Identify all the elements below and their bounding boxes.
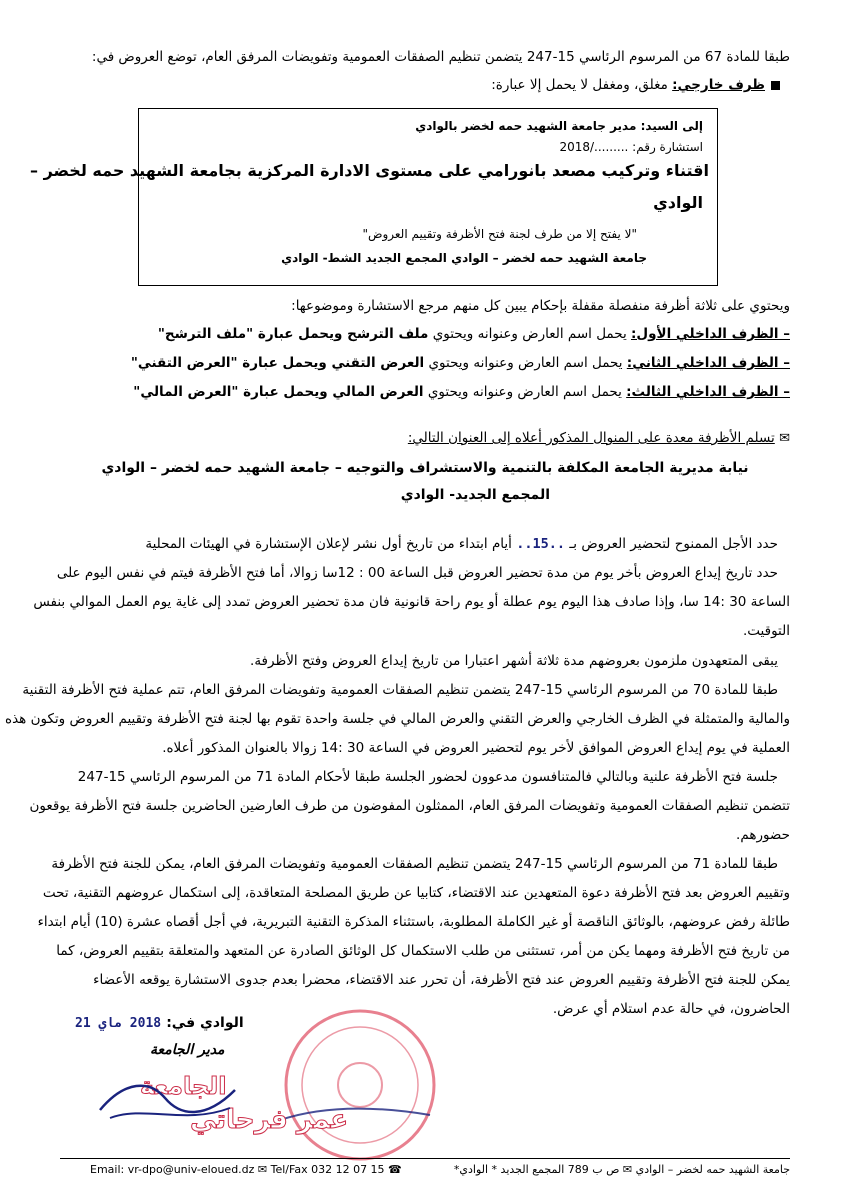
inner-envelope-1-text: يحمل اسم العارض وعنوانه ويحتوي <box>432 326 627 342</box>
footer-contact: Email: vr-dpo@univ-eloued.dz ✉ Tel/Fax 032 12 07 15 ☎ <box>90 1163 402 1176</box>
p3-text: يبقى المتعهدون ملزمون بعروضهم مدة ثلاثة أشهر اعتبارا من تاريخ إيداع العروض وفتح الأظرفة. <box>250 653 778 669</box>
official-seal-stamp <box>240 1005 450 1175</box>
box-consultation-number: استشارة رقم: ........./2018 <box>559 140 703 154</box>
inner-envelope-2-text: يحمل اسم العارض وعنوانه ويحتوي <box>428 355 623 371</box>
p5-line2: تتضمن تنظيم الصفقات العمومية وتفويضات المرفق العام، الممثلون المفوضون من طرف العارضين الحاضرين جلسة فتح الأظرفة يوقعون <box>29 798 790 814</box>
inner-envelope-2-label: – الظرف الداخلي الثاني: <box>626 355 790 371</box>
inner-envelope-1 <box>60 325 790 343</box>
intro-text: طبقا للمادة 67 من المرسوم الرئاسي 15-247 يتضمن تنظيم الصفقات العمومية وتفويضات المرفق العام، توضع العروض في: <box>91 49 790 65</box>
p6-line4: من تاريخ فتح الأظرفة ومهما يكن من أمر، تستثنى من طلب الاستكمال كل الوثائق الصادرة عن المتعهد والمتعلقة بتقييم العروض، كما <box>56 943 790 959</box>
inner-envelope-3-bold: العرض المالي ويحمل عبارة "العرض المالي" <box>133 384 424 400</box>
sign-date: 2018 ماي 21 <box>75 1016 162 1031</box>
inner-envelope-3-label: – الظرف الداخلي الثالث: <box>626 384 790 400</box>
box-title-line1: اقتناء وتركيب مصعد بانورامي على مستوى الادارة المركزية بجامعة الشهيد حمه لخضر – <box>30 161 709 180</box>
p4-line3: العملية في يوم إيداع العروض الموافق لأخر يوم لتحضير العروض في الساعة 30 :14 زوالا بالعنوان المذكور أعلاه. <box>162 740 790 756</box>
delivery-address-1: نيابة مديرية الجامعة المكلفة بالتنمية والاستشراف والتوجيه – جامعة الشهيد حمه لخضر – الوادي <box>101 460 749 476</box>
envelope-icon: ✉ <box>779 431 790 446</box>
sign-place-date <box>75 1012 244 1031</box>
outer-envelope-label: ظرف خارجي: <box>672 77 765 93</box>
inner-envelope-3-text: يحمل اسم العارض وعنوانه ويحتوي <box>427 384 622 400</box>
p2-line1: حدد تاريخ إيداع العروض بأخر يوم من مدة تحضير العروض قبل الساعة 00 : 12سا زوالا، أما فتح الأظرفة فيتم في نفس اليوم على <box>56 565 778 581</box>
box-notice: "لا يفتح إلا من طرف لجنة فتح الأظرفة وتقييم العروض" <box>362 227 637 241</box>
delivery-address-2: المجمع الجديد- الوادي <box>400 487 550 503</box>
sign-role: مدير الجامعة <box>150 1042 225 1058</box>
contains-text: ويحتوي على ثلاثة أظرفة منفصلة مقفلة بإحكام يبين كل منهم مرجع الاستشارة وموضوعها: <box>291 298 790 314</box>
deadline-paragraph <box>60 535 778 553</box>
deadline-text-b: أيام ابتداء من تاريخ أول نشر لإعلان الإستشارة في الهيئات المحلية <box>145 536 512 552</box>
footer-address: جامعة الشهيد حمه لخضر – الوادي ✉ ص ب 789 المجمع الجديد * الوادي* <box>453 1163 790 1176</box>
box-recipient: إلى السيد: مدير جامعة الشهيد حمه لخضر بالوادي <box>415 119 703 133</box>
p6-line6: الحاضرون، في حالة عدم استلام أي عرض. <box>552 1001 790 1017</box>
sign-place: الوادي في: <box>166 1015 244 1031</box>
signatory-name: عمر فرحاتي <box>190 1105 349 1135</box>
delivery-text: تسلم الأظرفة معدة على المنوال المذكور أعلاه إلى العنوان التالي: <box>407 430 775 446</box>
p2-line3: التوقيت. <box>743 623 790 639</box>
inner-envelope-3 <box>60 383 790 401</box>
p2-line2: الساعة 30 :14 سا، وإذا صادف هذا اليوم يوم عطلة أو يوم راحة قانونية فان مدة تحضير العروض تمدد إلى غاية يوم العمل الموالي بنفس <box>33 594 790 610</box>
envelope-label-box <box>30 108 718 286</box>
p6-line1: طبقا للمادة 71 من المرسوم الرئاسي 15-247 يتضمن تنظيم الصفقات العمومية وتفويضات المرفق العام، يمكن للجنة فتح الأظرفة <box>51 856 778 872</box>
p6-line3: طائلة رفض عروضهم، بالوثائق الناقصة أو غير الكاملة المطلوبة، باستثناء المذكرة التقنية التبريرية، في أجل أقصاه عشرة (10) أيام ابتداء <box>37 914 790 930</box>
box-address: جامعة الشهيد حمه لخضر – الوادي المجمع الجديد الشط- الوادي <box>281 251 647 265</box>
p4-line2: والمالية والمتمثلة في الظرف الخارجي والعرض التقني والعرض المالي في جلسة واحدة تقوم بها لجنة فتح الأظرفة وتقييم العروض وتكون هذه <box>5 711 790 727</box>
footer-divider <box>60 1158 790 1159</box>
p5-line1: جلسة فتح الأظرفة علنية وبالتالي فالمتنافسون مدعوون لحضور الجلسة طبقا لأحكام المادة 71 من المرسوم الرئاسي 15-247 <box>77 769 778 785</box>
seal-text: الجامعة <box>140 1072 227 1100</box>
p4-line1: طبقا للمادة 70 من المرسوم الرئاسي 15-247 يتضمن تنظيم الصفقات العمومية وتفويضات المرفق العام، تتم عملية فتح الأظرفة التقنية <box>22 682 778 698</box>
p6-line5: يمكن للجنة فتح الأظرفة وتقييم العروض عند فتح الأظرفة، أن تحرر عند الاقتضاء، محضرا بعدم جدوى الاستشارة يوقعه الأعضاء <box>93 972 790 988</box>
outer-envelope <box>60 76 780 94</box>
deadline-text-a: حدد الأجل الممنوح لتحضير العروض بـ <box>569 536 778 552</box>
inner-envelope-2 <box>60 354 790 372</box>
handwritten-signature <box>95 1070 245 1130</box>
inner-envelope-1-bold: ملف الترشح ويحمل عبارة "ملف الترشح" <box>157 326 429 342</box>
deadline-days-handwritten: ..15.. <box>516 536 566 552</box>
bullet-icon <box>771 81 780 90</box>
inner-envelope-2-bold: العرض التقني ويحمل عبارة "العرض التقني" <box>130 355 425 371</box>
p6-line2: وتقييم العروض بعد فتح الأظرفة دعوة المتعهدين عند الاقتضاء، كتابيا عن طريق المصلحة المتعاقدة، إلى استكمال عروضهم التقنية، تحت <box>42 885 790 901</box>
delivery-line <box>60 429 790 448</box>
inner-envelope-1-label: – الظرف الداخلي الأول: <box>631 326 790 342</box>
outer-envelope-text: مغلق، ومغفل لا يحمل إلا عبارة: <box>491 77 668 93</box>
p5-line3: حضورهم. <box>736 827 790 843</box>
box-title-line2: الوادي <box>653 193 703 212</box>
